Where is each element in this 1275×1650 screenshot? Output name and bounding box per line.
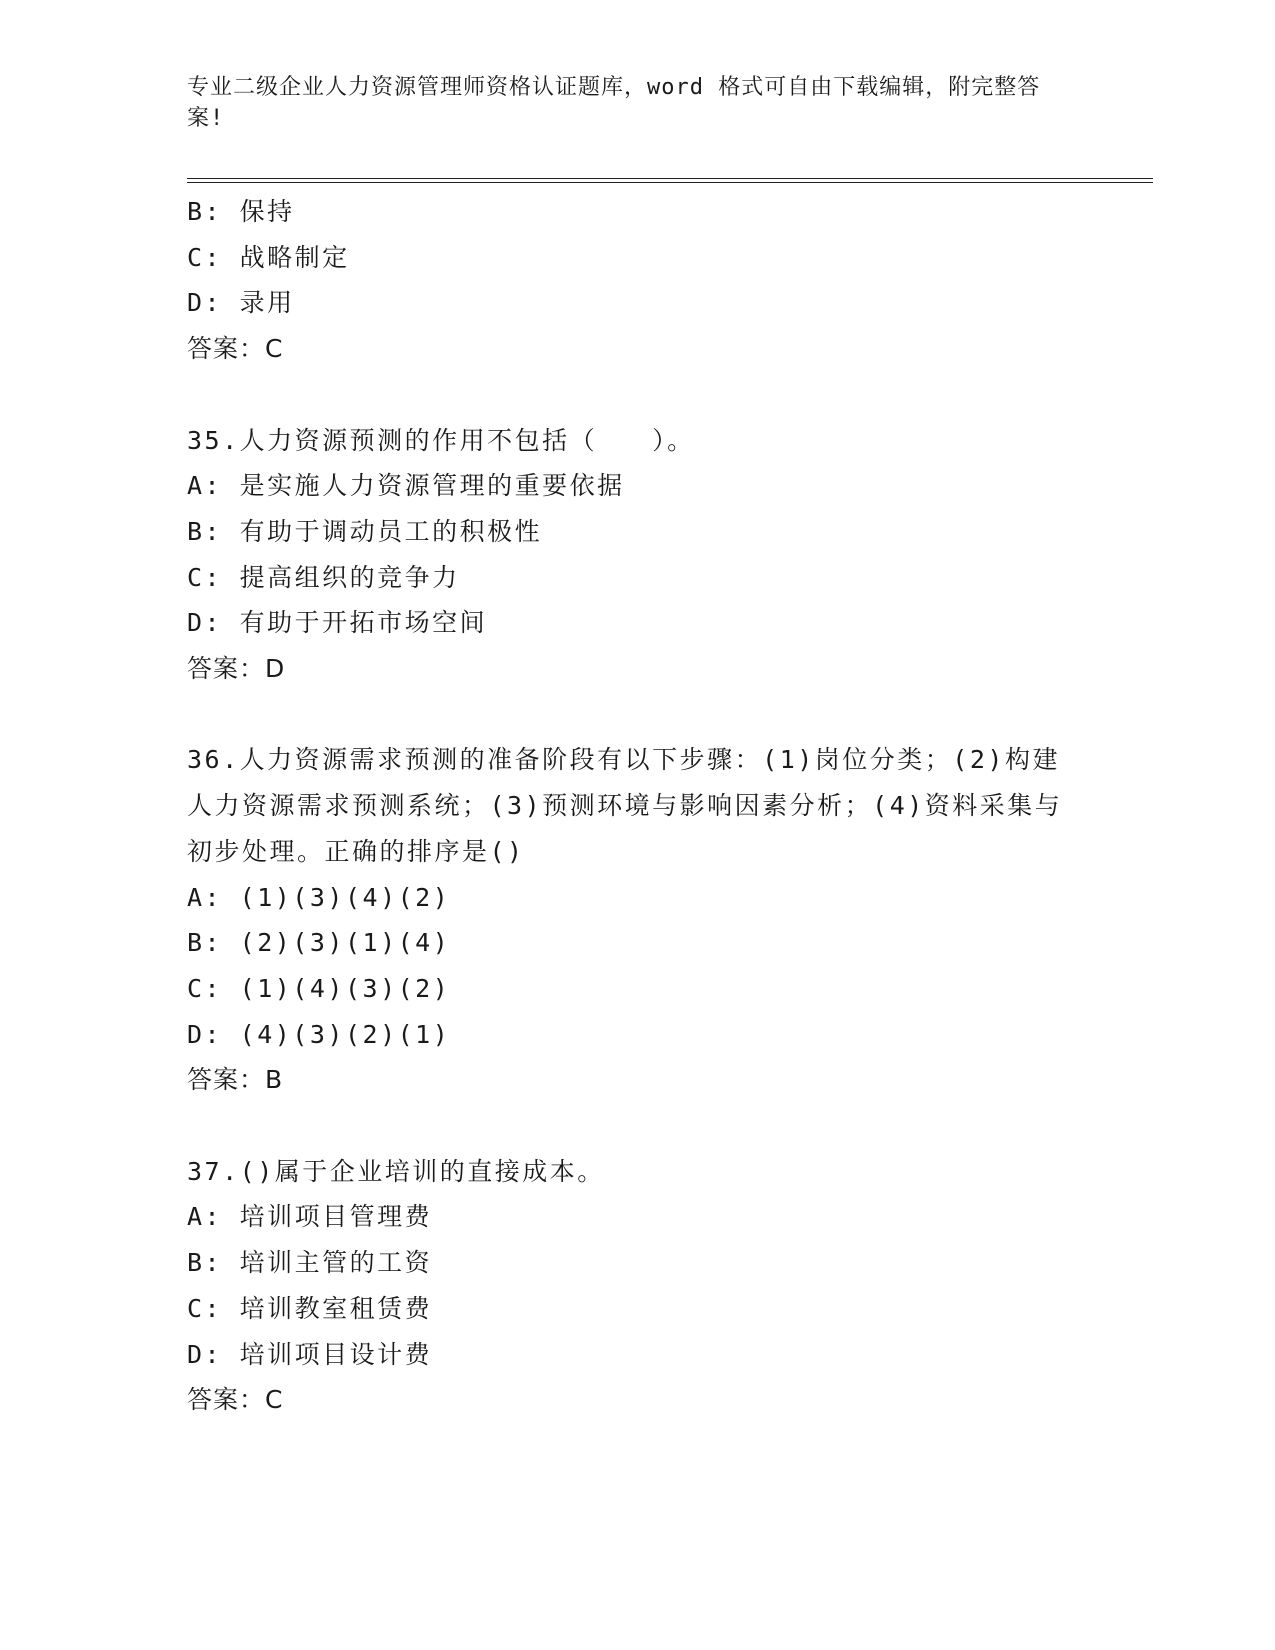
document-body <box>187 189 1087 1423</box>
spacer <box>187 692 1087 738</box>
option-c: C: (1)(4)(3)(2) <box>187 973 451 1003</box>
option-b: B: 培训主管的工资 <box>187 1248 433 1278</box>
answer-label: 答案： <box>187 1385 266 1415</box>
option-d: D: 有助于开拓市场空间 <box>187 608 488 638</box>
header-title: 专业二级企业人力资源管理师资格认证题库，word 格式可自由下载编辑，附完整答案! <box>187 75 1041 131</box>
answer-label: 答案： <box>187 654 266 684</box>
question-36 <box>187 737 1087 1103</box>
answer-label: 答案： <box>187 334 266 364</box>
option-a: A: 是实施人力资源管理的重要依据 <box>187 471 625 501</box>
answer-label: 答案： <box>187 1065 266 1095</box>
option-a: A: (1)(3)(4)(2) <box>187 882 451 912</box>
question-stem: 37.()属于企业培训的直接成本。 <box>187 1156 605 1186</box>
option-d: D: 培训项目设计费 <box>187 1339 433 1369</box>
spacer <box>187 1103 1087 1149</box>
option-b: B: 有助于调动员工的积极性 <box>187 516 543 546</box>
answer-key: B <box>265 1065 284 1095</box>
page-header <box>187 72 1067 134</box>
answer-key: C <box>265 334 284 364</box>
answer-line <box>187 646 1087 692</box>
option-b: B: (2)(3)(1)(4) <box>187 928 451 958</box>
option-c: C: 培训教室租赁费 <box>187 1293 433 1323</box>
answer-key: C <box>265 1385 284 1415</box>
header-double-rule <box>187 178 1153 183</box>
answer-line <box>187 1377 1087 1423</box>
question-37 <box>187 1149 1087 1423</box>
answer-line <box>187 326 1087 372</box>
question-35 <box>187 418 1087 692</box>
option-c: C: 提高组织的竞争力 <box>187 562 460 592</box>
answer-line <box>187 1057 1087 1103</box>
option-b: B: 保持 <box>187 197 295 226</box>
option-c: C: 战略制定 <box>187 242 350 272</box>
option-d: D: 录用 <box>187 288 295 318</box>
answer-key: D <box>265 654 286 684</box>
question-stem: 36.人力资源需求预测的准备阶段有以下步骤：(1)岗位分类；(2)构建人力资源需求预测系统；(3)预测环境与影响因素分析；(4)资料采集与初步处理。正确的排序是() <box>187 745 1063 866</box>
option-d: D: (4)(3)(2)(1) <box>187 1019 451 1049</box>
spacer <box>187 372 1087 418</box>
option-a: A: 培训项目管理费 <box>187 1202 433 1232</box>
question-stem: 35.人力资源预测的作用不包括（ ）。 <box>187 425 695 455</box>
question-34-tail <box>187 189 1087 372</box>
